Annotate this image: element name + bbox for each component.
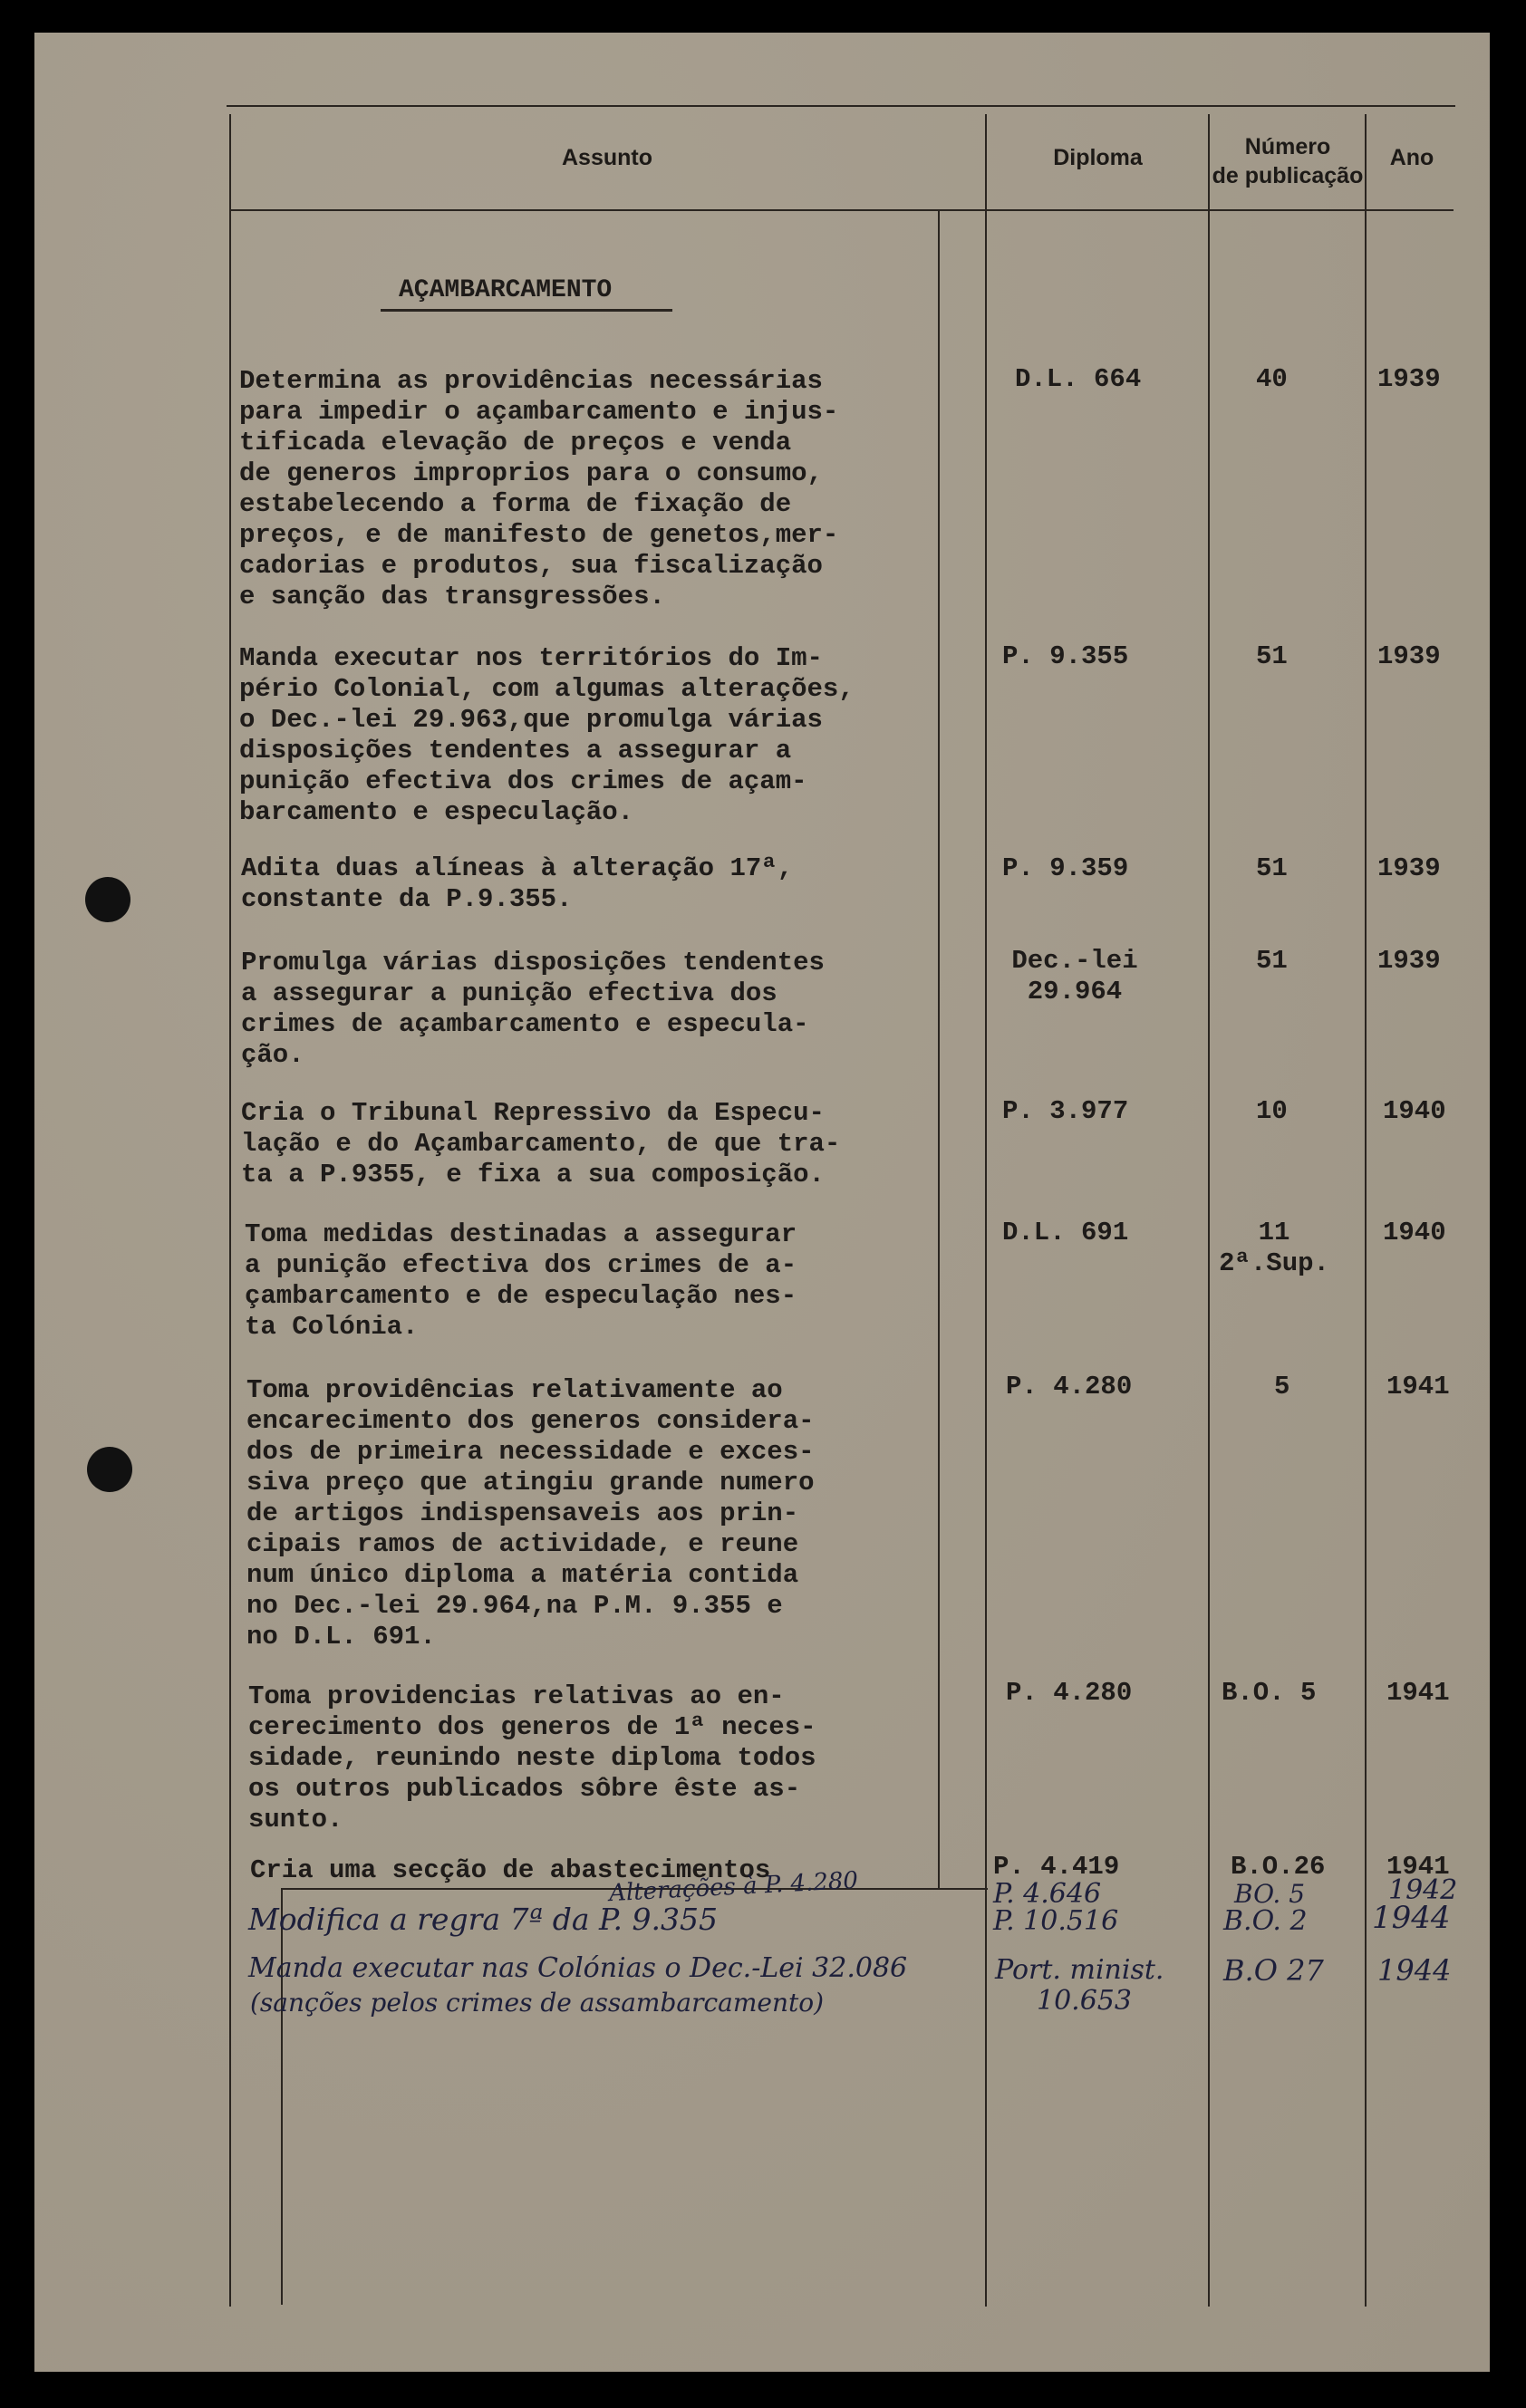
section-title-underline <box>381 309 672 312</box>
handwritten-row1-numero-b: B.O. 2 <box>1223 1905 1308 1937</box>
header-assunto: Assunto <box>562 145 652 170</box>
entry-8-assunto: Toma providencias relativas ao en- cerecimento dos generos de 1ª neces- sidade, reunindo neste diploma todos os outros publicados sôbre êste as- sunto. <box>248 1681 816 1835</box>
entry-9-ano: 1941 <box>1386 1852 1450 1882</box>
entry-7-diploma: P. 4.280 <box>1006 1372 1133 1401</box>
entry-5-ano: 1940 <box>1383 1096 1446 1126</box>
entry-5-numero: 10 <box>1256 1096 1288 1126</box>
punch-hole-bottom <box>87 1447 132 1492</box>
entry-3-ano: 1939 <box>1377 853 1441 883</box>
entry-6-diploma: D.L. 691 <box>1002 1218 1129 1247</box>
header-ano: Ano <box>1389 145 1434 170</box>
handwritten-row1-numero-a: BO. 5 <box>1234 1879 1306 1909</box>
section-title: AÇAMBARCAMENTO <box>399 276 613 304</box>
handwritten-row1-diploma-b: P. 10.516 <box>993 1905 1119 1937</box>
entry-1-diploma: D.L. 664 <box>1015 364 1142 394</box>
entry-4-assunto: Promulga várias disposições tendentes a assegurar a punição efectiva dos crimes de açambarcamento e especula- ção. <box>241 948 825 1070</box>
entry-5-diploma: P. 3.977 <box>1002 1096 1129 1126</box>
entry-1-assunto: Determina as providências necessárias para impedir o açambarcamento e injus- tificada elevação de preços e venda de generos improprios para o consumo, estabelecendo a forma de fixação de preços, e de manifesto de genetos,mer- cadorias e produtos, sua fiscalização e sanção das transgressões. <box>239 366 839 612</box>
header-numero: Número de publicação <box>1212 134 1364 188</box>
ano-column-rule <box>1365 114 1367 2307</box>
entry-8-numero: B.O. 5 <box>1222 1678 1317 1708</box>
handwritten-row1-diploma-a: P. 4.646 <box>993 1878 1102 1910</box>
assunto-inner-rule <box>938 209 940 1890</box>
handwritten-row1-ano-a: 1942 <box>1388 1874 1458 1906</box>
entry-2-numero: 51 <box>1256 641 1288 671</box>
handwritten-row2-ano: 1944 <box>1377 1953 1452 1988</box>
handwritten-margin-rule <box>281 1888 283 2305</box>
entry-7-ano: 1941 <box>1386 1372 1450 1401</box>
entry-3-diploma: P. 9.359 <box>1002 853 1129 883</box>
handwritten-row2-diploma-l1: Port. minist. <box>995 1954 1164 1986</box>
entry-2-assunto: Manda executar nos territórios do Im- pério Colonial, com algumas alterações, o Dec.-lei 29.963,que promulga várias disposições tendentes a assegurar a punição efectiva dos crimes de açam- barcamento e especulação. <box>239 643 855 827</box>
handwritten-row1-ano-b: 1944 <box>1372 1900 1451 1936</box>
punch-hole-top <box>85 877 130 922</box>
handwritten-row2-assunto-l2: (sanções pelos crimes de assambarcamento) <box>250 1988 825 2018</box>
entry-2-diploma: P. 9.355 <box>1002 641 1129 671</box>
entry-9-diploma: P. 4.419 <box>993 1852 1120 1882</box>
entry-6-numero: 11 2ª.Sup. <box>1219 1218 1329 1278</box>
handwritten-row2-numero: B.O 27 <box>1223 1953 1324 1988</box>
entry-4-numero: 51 <box>1256 946 1288 976</box>
entry-9-assunto: Cria uma secção de abastecimentos <box>250 1855 771 1885</box>
diploma-column-rule <box>985 114 987 2307</box>
table-top-rule <box>227 105 1455 107</box>
entry-7-assunto: Toma providências relativamente ao encarecimento dos generos considera- dos de primeira necessidade e exces- siva preço que atingiu grande numero de artigos indispensaveis aos prin- cipais ramos de actividade, e reune num único diploma a matéria contida no Dec.-lei 29.964,na P.M. 9.355 e no D.L. 691. <box>246 1375 815 1652</box>
entry-8-ano: 1941 <box>1386 1678 1450 1708</box>
entry-7-numero: 5 <box>1274 1372 1290 1401</box>
entry-2-ano: 1939 <box>1377 641 1441 671</box>
entry-3-assunto: Adita duas alíneas à alteração 17ª, constante da P.9.355. <box>241 853 794 914</box>
entry-9-numero: B.O.26 <box>1231 1852 1326 1882</box>
entry-5-assunto: Cria o Tribunal Repressivo da Especu- lação e do Açambarcamento, de que tra- ta a P.9355, e fixa a sua composição. <box>241 1098 841 1190</box>
handwritten-row2-assunto-l1: Manda executar nas Colónias o Dec.-Lei 32.086 <box>248 1952 908 1984</box>
table-header-rule <box>230 209 1454 211</box>
handwritten-row2-diploma-l2: 10.653 <box>1037 1985 1132 2017</box>
entry-8-diploma: P. 4.280 <box>1006 1678 1133 1708</box>
entry-6-ano: 1940 <box>1383 1218 1446 1247</box>
handwritten-row1-assunto: Modifica a regra 7ª da P. 9.355 <box>248 1902 718 1937</box>
table-left-border <box>229 114 231 2307</box>
entry-1-numero: 40 <box>1256 364 1288 394</box>
entry-4-ano: 1939 <box>1377 946 1441 976</box>
header-diploma: Diploma <box>1053 145 1143 170</box>
entry-1-ano: 1939 <box>1377 364 1441 394</box>
handwritten-alteracoes-note: Alterações à P. 4.280 <box>608 1866 859 1908</box>
numero-column-rule <box>1208 114 1210 2307</box>
entry-3-numero: 51 <box>1256 853 1288 883</box>
entry-6-assunto: Toma medidas destinadas a assegurar a punição efectiva dos crimes de a- çambarcamento e de especulação nes- ta Colónia. <box>245 1219 797 1342</box>
entry-4-diploma: Dec.-lei 29.964 <box>1011 946 1138 1007</box>
